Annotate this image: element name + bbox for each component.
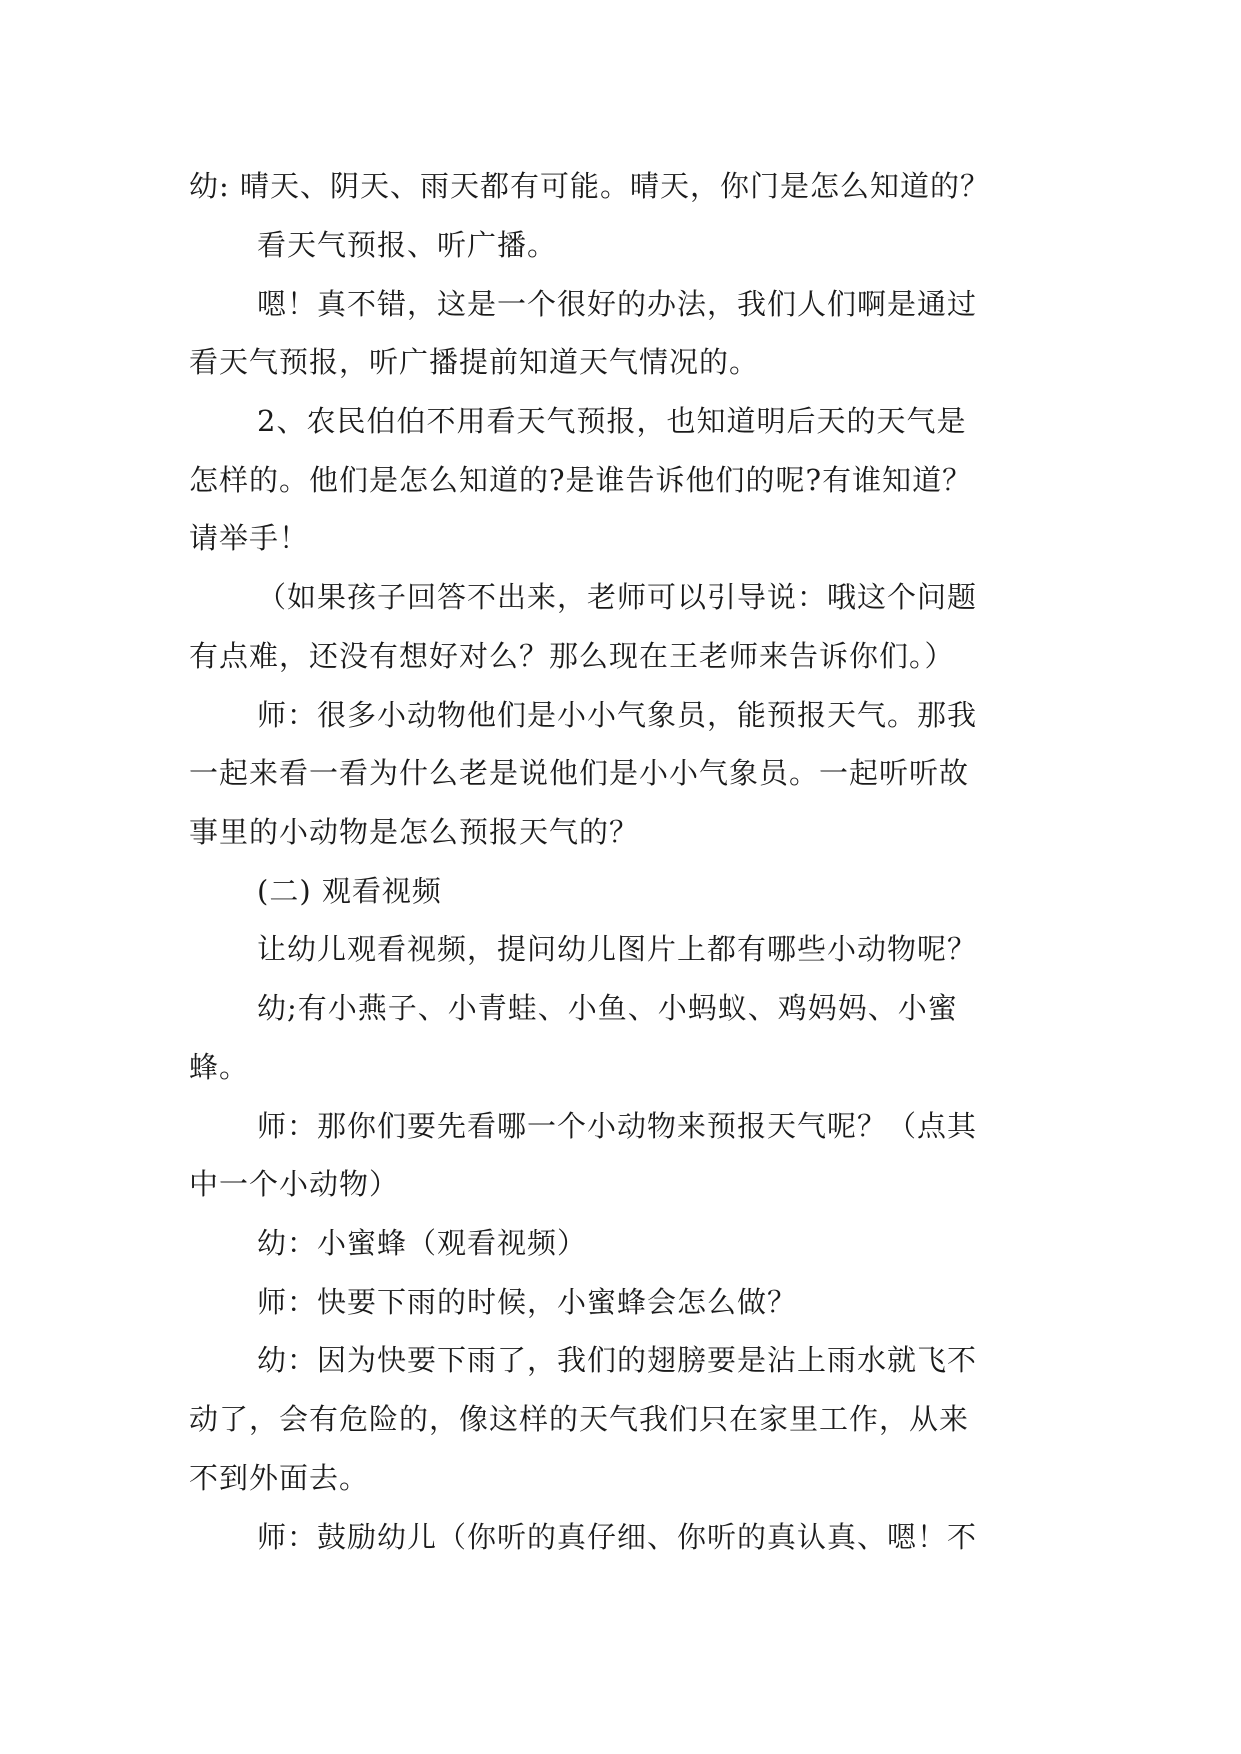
text-line: 让幼儿观看视频，提问幼儿图片上都有哪些小动物呢？ bbox=[257, 932, 978, 966]
text-line: 幼: 晴天、阴天、雨天都有可能。晴天，你门是怎么知道的？ bbox=[189, 169, 990, 203]
text-line: 看天气预报，听广播提前知道天气情况的。 bbox=[189, 345, 760, 379]
text-line: 请举手！ bbox=[189, 521, 310, 555]
text-line: 有点难，还没有想好对么？那么现在王老师来告诉你们。） bbox=[189, 639, 955, 673]
text-line: 师：快要下雨的时候，小蜜蜂会怎么做？ bbox=[257, 1285, 798, 1319]
section-heading: (二) 观看视频 bbox=[257, 874, 442, 908]
text-line: 2、农民伯伯不用看天气预报，也知道明后天的天气是 bbox=[257, 404, 967, 438]
text-line: 事里的小动物是怎么预报天气的？ bbox=[189, 815, 640, 849]
text-line: 师：那你们要先看哪一个小动物来预报天气呢？（点其 bbox=[257, 1109, 978, 1143]
text-line: 幼：小蜜蜂（观看视频） bbox=[257, 1226, 588, 1260]
text-line: 看天气预报、听广播。 bbox=[257, 228, 558, 262]
text-line: 怎样的。他们是怎么知道的?是谁告诉他们的呢?有谁知道？ bbox=[189, 463, 973, 497]
text-line: 一起来看一看为什么老是说他们是小小气象员。一起听听故 bbox=[189, 756, 970, 790]
text-line: 不到外面去。 bbox=[189, 1461, 370, 1495]
text-line: 嗯！真不错，这是一个很好的办法，我们人们啊是通过 bbox=[257, 287, 978, 321]
text-line: 蜂。 bbox=[189, 1050, 250, 1084]
text-line: 中一个小动物） bbox=[189, 1167, 400, 1201]
text-line: 师：鼓励幼儿（你听的真仔细、你听的真认真、嗯！不 bbox=[257, 1520, 978, 1554]
text-line: 动了，会有危险的，像这样的天气我们只在家里工作，从来 bbox=[189, 1402, 970, 1436]
text-line: 师：很多小动物他们是小小气象员，能预报天气。那我 bbox=[257, 698, 978, 732]
text-line: （如果孩子回答不出来，老师可以引导说：哦这个问题 bbox=[257, 580, 978, 614]
text-line: 幼;有小燕子、小青蛙、小鱼、小蚂蚁、鸡妈妈、小蜜 bbox=[257, 991, 958, 1025]
text-line: 幼：因为快要下雨了，我们的翅膀要是沾上雨水就飞不 bbox=[257, 1343, 978, 1377]
